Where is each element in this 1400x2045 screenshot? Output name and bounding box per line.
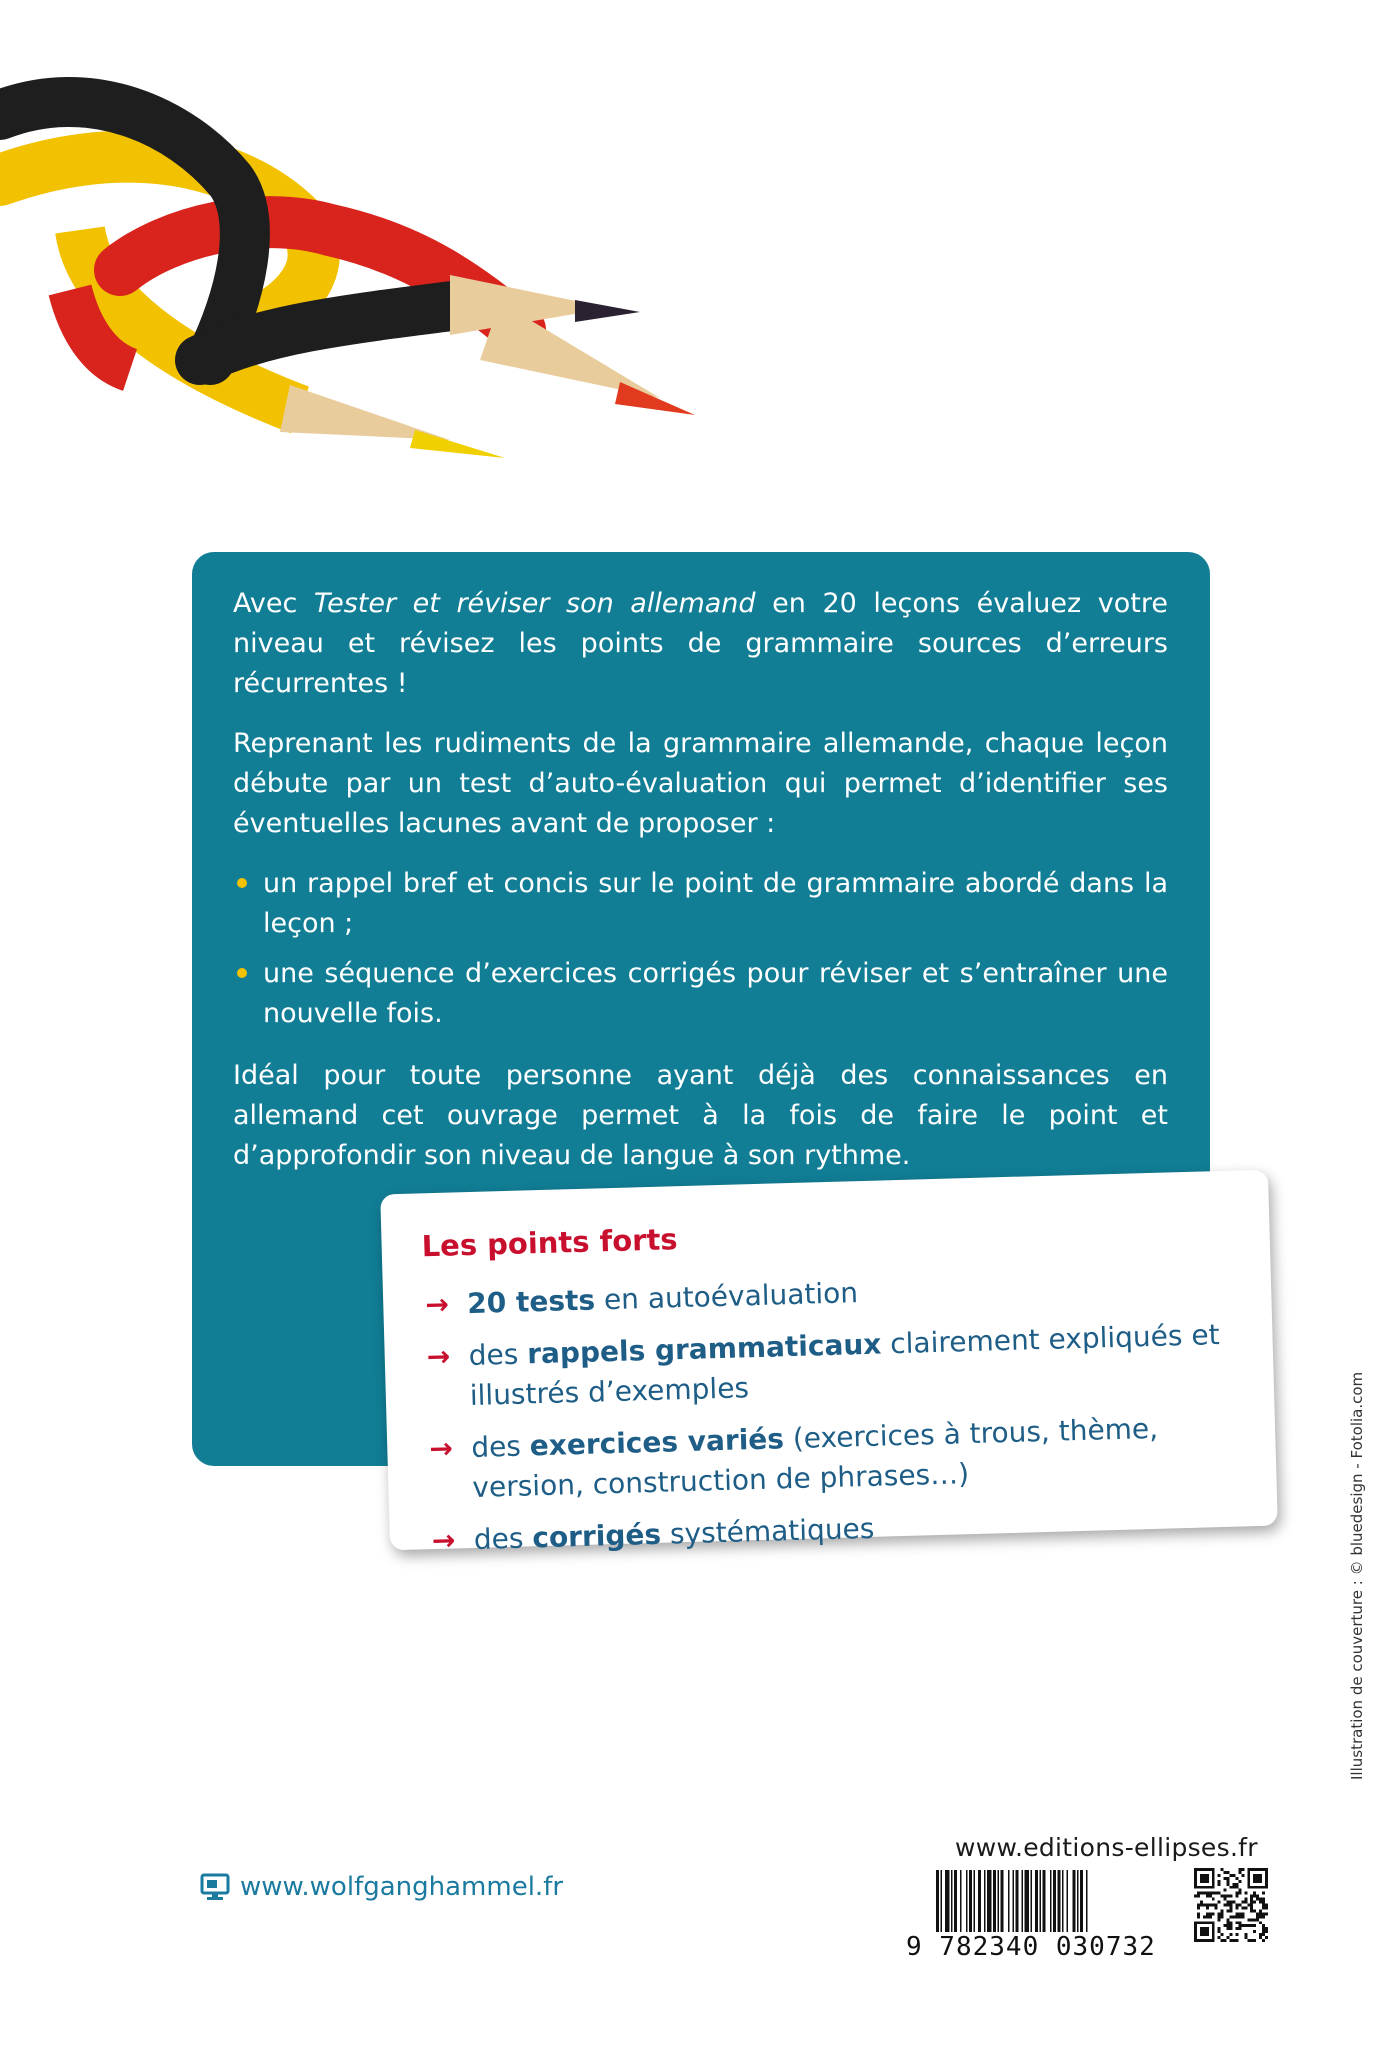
yellow-pencil-tip: [280, 385, 450, 440]
arrow-right-icon: →: [428, 1431, 454, 1466]
strength-item: → 20 tests en autoévaluation: [423, 1262, 1244, 1325]
pencils-illustration: [0, 60, 740, 490]
bullet-list: [233, 864, 1168, 1034]
arrow-right-icon: →: [426, 1339, 451, 1374]
strengths-title: Les points forts: [421, 1222, 679, 1264]
black-pencil-lead: [575, 300, 640, 322]
publisher-website-link[interactable]: www.editions-ellipses.fr: [955, 1833, 1258, 1862]
yellow-pencil-lead: [410, 430, 505, 458]
illustration-credit: Illustration de couverture : © bluedesign - Fotolia.com: [1348, 1371, 1366, 1780]
method-paragraph: Reprenant les rudiments de la grammaire allemande, chaque leçon débute par un test d’auto-évaluation qui permet d’identifier ses éventuelles lacunes avant de proposer :: [233, 728, 1168, 839]
qr-code: [1194, 1868, 1268, 1942]
bullet-item: un rappel bref et concis sur le point de grammaire abordé dans la leçon ;: [233, 864, 1168, 944]
isbn-barcode: [906, 1870, 1176, 1964]
bullet-item: une séquence d’exercices corrigés pour réviser et s’entraîner une nouvelle fois.: [233, 954, 1168, 1034]
author-website-link[interactable]: [200, 1872, 563, 1902]
bullet-dot-icon: [237, 968, 247, 978]
red-pencil-lead: [615, 382, 695, 415]
barcode-bars: [936, 1870, 1172, 1932]
red-pencil-tip: [480, 302, 660, 398]
strengths-card: [380, 1170, 1278, 1558]
description-text: [233, 584, 1168, 1196]
book-title: Tester et réviser son allemand: [313, 588, 756, 619]
strength-item: → des rappels grammaticaux clairement expliqués et illustrés d’exemples: [426, 1318, 1221, 1413]
isbn-digits: 9 782340 030732: [906, 1932, 1156, 1962]
strengths-list: [423, 1262, 1251, 1573]
intro-paragraph: Avec Tester et réviser son allemand en 20 leçons évaluez votre niveau et révisez les points de grammaire sources d’erreurs récurrentes !: [233, 588, 1169, 699]
strength-item: → des exercices variés (exercices à trous, thème, version, construction de phrases…): [428, 1411, 1159, 1504]
author-website-url: www.wolfganghammel.fr: [240, 1872, 564, 1902]
bullet-dot-icon: [237, 878, 247, 888]
arrow-right-icon: →: [431, 1523, 456, 1558]
monitor-icon: [200, 1873, 230, 1901]
strength-item: → des corrigés systématiques: [429, 1498, 1250, 1561]
arrow-right-icon: →: [424, 1287, 450, 1322]
audience-paragraph: Idéal pour toute personne ayant déjà des connaissances en allemand cet ouvrage permet à la fois de faire le point et d’approfondir son niveau de langue à son rythme.: [233, 1060, 1168, 1171]
